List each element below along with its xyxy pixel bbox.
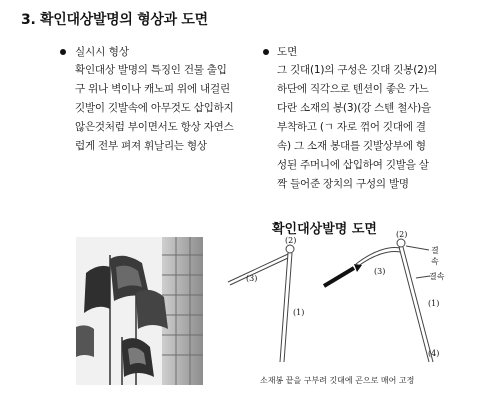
pole-shape [280, 253, 292, 362]
arrow-shape [324, 268, 354, 286]
right-line: 그 깃대(1)의 구성은 깃대 깃봉(2)의 [277, 64, 438, 76]
drawing-title: 확인대상발명 도면 [272, 222, 377, 237]
left-subtitle: 실시시 형상 [75, 46, 130, 58]
bullet-marker [60, 49, 66, 55]
right-line: 부착하고 (ㄱ 자로 꺾어 깃대에 결 [277, 121, 426, 133]
flagpole-drawing [224, 216, 446, 388]
right-subtitle: 도면 [277, 46, 298, 58]
drawing-caption: 소재봉 끝을 구부려 깃대에 곤으로 매어 고정 [260, 376, 415, 385]
label-left-pole: (1) [293, 308, 305, 317]
left-line: 구 위나 벽이나 캐노피 위에 내걸린 [75, 83, 230, 95]
left-line: 럽게 전부 펴져 휘날리는 형상 [75, 140, 207, 152]
arrow-head-shape [354, 264, 362, 272]
left-line: 깃발이 깃발속에 아무것도 삽입하지 [75, 102, 234, 114]
right-line: 속) 그 소재 봉대를 깃발상부에 형 [277, 140, 426, 152]
finial-shape [286, 245, 294, 253]
right-line: 하단에 직각으로 텐션이 좋은 가느 [277, 83, 429, 95]
label-right-rod: (3) [374, 267, 386, 276]
rod-shape [228, 254, 288, 285]
label-left-knob: (2) [285, 236, 297, 245]
left-line: 않은것처럼 부이면서도 항상 자연스 [75, 121, 234, 133]
patent-drawing [224, 216, 446, 388]
label-right-pole: (1) [428, 299, 440, 308]
bullet-marker [263, 49, 269, 55]
finial-shape [397, 239, 405, 247]
label-bind-top: 결속 [431, 246, 439, 266]
label-left-rod: (3) [246, 274, 258, 283]
rod-shape [356, 248, 400, 267]
right-line: 짝 들어준 장치의 구성의 발명 [277, 178, 409, 190]
label-right-bottom: (4) [428, 349, 440, 358]
left-line: 확인대상 발명의 특징인 건물 출입 [75, 64, 227, 76]
right-line: 다란 소재의 봉(3)(강 스텐 철사)을 [277, 102, 431, 114]
section-heading: 3. 확인대상발명의 형상과 도면 [21, 12, 208, 28]
label-right-knob: (2) [396, 230, 408, 239]
left-paragraph [75, 61, 234, 156]
flag-photo [76, 237, 203, 385]
flag-photo-illustration [76, 237, 203, 385]
label-bind-mid: 결속 [429, 272, 445, 281]
right-paragraph [277, 61, 437, 194]
right-line: 성된 주머니에 삽입하여 깃발을 살 [277, 159, 429, 171]
